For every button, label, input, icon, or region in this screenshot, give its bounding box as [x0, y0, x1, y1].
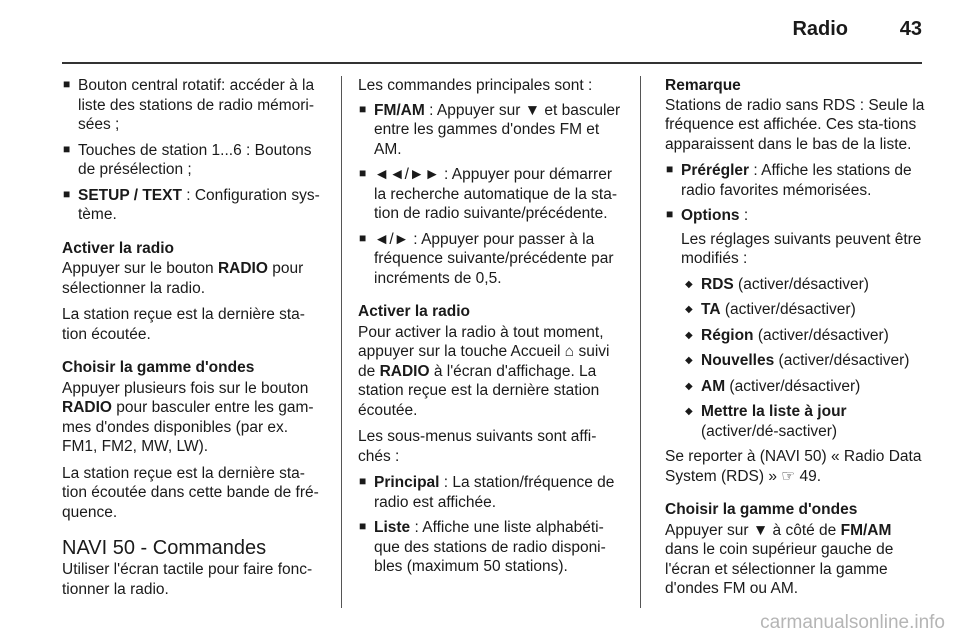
sub-list-item: ◆ AM (activer/désactiver) [685, 377, 861, 395]
paragraph: Appuyer plusieurs fois sur le bouton RADIO pour basculer entre les gam-mes d'ondes disponibles (par ex. FM1, FM2, MW, LW). [62, 379, 314, 455]
home-icon: ⌂ [564, 343, 575, 360]
sub-list-item: ◆ TA (activer/désactiver) [685, 301, 856, 318]
column-divider-2 [640, 76, 641, 608]
remark-title: Remarque [665, 77, 741, 94]
list-item: ■ Liste : Affiche une liste alphabéti-que des stations de radio disponi-bles (maximum 50 stations). [359, 519, 606, 575]
paragraph: Appuyer sur ▼ à côté de FM/AM dans le coin supérieur gauche de l'écran et sélectionner la gamme d'ondes FM ou AM. [665, 521, 894, 597]
column-2 [358, 76, 626, 583]
paragraph: Les sous-menus suivants sont affi-chés : [358, 428, 597, 465]
list-item: ■ Prérégler : Affiche les stations de radio favorites mémorisées. [666, 162, 912, 199]
paragraph: Appuyer sur le bouton RADIO pour sélectionner la radio. [62, 260, 304, 297]
bullet-icon: ■ [666, 162, 674, 176]
bullet-icon: ■ [63, 186, 71, 201]
seek-icon: ◄◄/►► [374, 166, 440, 183]
diamond-icon: ◆ [685, 278, 693, 290]
paragraph: La station reçue est la dernière sta-tion écoutée. [62, 306, 305, 343]
bullet-icon: ■ [359, 101, 367, 116]
section-heading: Activer la radio [358, 303, 470, 320]
column-1 [62, 76, 327, 606]
column-divider-1 [341, 76, 342, 608]
list-item: ■ ◄◄/►► : Appuyer pour démarrer la recherche automatique de la sta-tion de radio suivante/précédente. [359, 166, 617, 222]
list-item: ■ ◄/► : Appuyer pour passer à la fréquence suivante/précédente par incréments de 0,5. [359, 230, 614, 287]
bullet-icon: ■ [359, 166, 367, 180]
cross-reference: Se reporter à (NAVI 50) « Radio Data System (RDS) » ☞ 49. [665, 448, 922, 485]
bullet-icon: ■ [359, 519, 367, 533]
section-heading: Activer la radio [62, 239, 174, 257]
header-divider [62, 62, 922, 64]
paragraph: Pour activer la radio à tout moment, appuyer sur la touche Accueil ⌂ suivi de RADIO à l'écran d'affichage. La station reçue est la dernière station écoutée. [358, 323, 610, 419]
paragraph: La station reçue est la dernière sta-tion écoutée dans cette bande de fré-quence. [62, 464, 319, 521]
watermark: carmanualsonline.info [760, 612, 945, 633]
list-item: ■ SETUP / TEXT : Configuration sys-tème. [63, 186, 320, 223]
paragraph: Les réglages suivants peuvent être modifiés : [681, 230, 922, 267]
header-title: Radio [792, 18, 848, 40]
section-heading: Choisir la gamme d'ondes [62, 359, 255, 376]
diamond-icon: ◆ [685, 406, 693, 417]
diamond-icon: ◆ [685, 355, 693, 366]
section-heading: Choisir la gamme d'ondes [665, 501, 858, 518]
list-item: ■ Options : [666, 207, 749, 224]
diamond-icon: ◆ [685, 304, 693, 315]
list-item: ■ Touches de station 1...6 : Boutons de présélection ; [63, 141, 312, 178]
bullet-icon: ■ [359, 474, 367, 488]
remark-text: Stations de radio sans RDS : Seule la fréquence est affichée. Ces sta-tions apparaissent dans le bas de la liste. [665, 96, 925, 153]
bullet-icon: ■ [63, 77, 71, 91]
step-icon: ◄/► [374, 230, 409, 248]
bullet-icon: ■ [359, 230, 367, 245]
paragraph: Les commandes principales sont : [358, 77, 593, 94]
diamond-icon: ◆ [685, 329, 693, 341]
bullet-icon: ■ [666, 207, 674, 221]
paragraph: Utiliser l'écran tactile pour faire fonc-tionner la radio. [62, 561, 313, 598]
bullet-icon: ■ [63, 141, 71, 156]
page-number: 43 [899, 18, 922, 40]
list-item: ■ Principal : La station/fréquence de radio est affichée. [359, 474, 615, 511]
column-3 [665, 76, 927, 606]
sub-list-item: ◆ Région (activer/désactiver) [685, 326, 889, 344]
list-item: ■ FM/AM : Appuyer sur ▼ et basculer entre les gammes d'ondes FM et AM. [359, 101, 621, 158]
sub-list-item: ◆ Nouvelles (activer/désactiver) [685, 352, 910, 369]
sub-list-item: ◆ RDS (activer/désactiver) [685, 275, 869, 293]
chapter-heading: NAVI 50 - Commandes [62, 537, 267, 559]
diamond-icon: ◆ [685, 380, 693, 392]
list-item: ■ Bouton central rotatif: accéder à la liste des stations de radio mémori-sées ; [63, 77, 315, 133]
page-ref-icon: ☞ [781, 467, 796, 485]
sub-list-item: ◆ Mettre la liste à jour (activer/dé-sactiver) [685, 403, 847, 440]
